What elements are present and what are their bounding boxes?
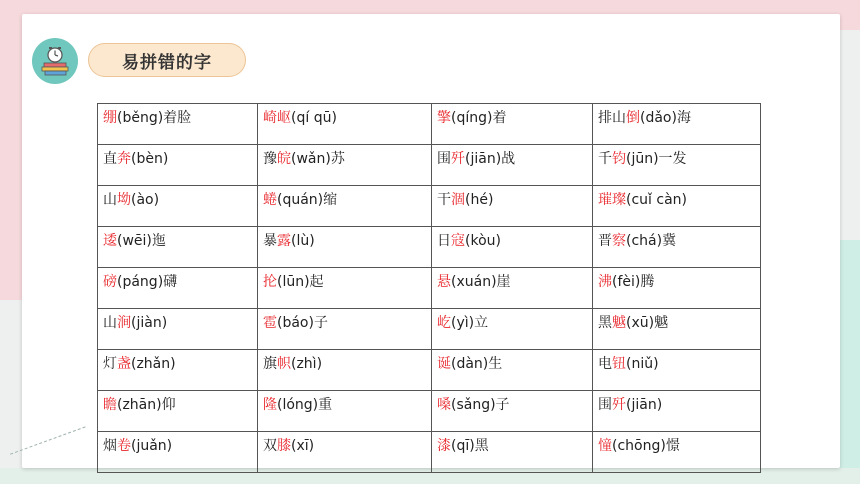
word-prefix: 围 [598,397,612,413]
word-suffix: (chōng)憬 [612,438,680,454]
highlighted-character: 瞻 [103,397,117,413]
highlighted-character: 歼 [451,151,465,167]
word-cell [258,104,432,145]
word-suffix: (jiān) [626,397,663,413]
word-suffix: (sǎng)子 [451,397,510,413]
word-prefix: 日 [437,233,451,249]
word-prefix: 千 [598,151,612,167]
title-pill [88,43,246,77]
word-table-body [98,104,761,473]
word-suffix: (niǔ) [626,356,659,372]
word-cell [593,432,761,473]
word-cell [432,268,593,309]
word-cell [258,227,432,268]
highlighted-character: 璀璨 [598,192,626,208]
highlighted-character: 隆 [263,397,277,413]
highlighted-character: 露 [277,233,291,249]
highlighted-character: 卷 [117,438,131,454]
word-suffix: (ào) [131,192,160,208]
word-cell [98,145,258,186]
word-suffix: (cuǐ càn) [626,192,687,208]
word-suffix: (qíng)着 [451,110,507,126]
highlighted-character: 崎岖 [263,110,291,126]
word-suffix: (zhì) [291,356,323,372]
highlighted-character: 雹 [263,315,277,331]
word-suffix: (dǎo)海 [640,110,691,126]
word-suffix: (bèn) [131,151,169,167]
word-cell [258,350,432,391]
table-row [98,350,761,391]
word-suffix: (wēi)迤 [117,233,166,249]
word-cell [593,104,761,145]
highlighted-character: 擎 [437,110,451,126]
word-cell [258,145,432,186]
table-row [98,227,761,268]
highlighted-character: 坳 [117,192,131,208]
word-prefix: 灯 [103,356,117,372]
word-prefix: 烟 [103,438,117,454]
word-cell [432,145,593,186]
word-suffix: (qī)黑 [451,438,489,454]
word-cell [258,186,432,227]
word-prefix: 干 [437,192,451,208]
highlighted-character: 悬 [437,274,451,290]
word-cell [432,432,593,473]
highlighted-character: 涧 [117,315,131,331]
highlighted-character: 盏 [117,356,131,372]
word-prefix: 排山 [598,110,626,126]
word-suffix: (yì)立 [451,315,489,331]
word-suffix: (lù) [291,233,315,249]
word-suffix: (zhǎn) [131,356,176,372]
table-row [98,104,761,145]
table-row [98,268,761,309]
word-cell [98,104,258,145]
highlighted-character: 逶 [103,233,117,249]
table-row [98,432,761,473]
highlighted-character: 寇 [451,233,465,249]
highlighted-character: 憧 [598,438,612,454]
word-suffix: (xū)魆 [626,315,669,331]
word-suffix: (zhān)仰 [117,397,176,413]
word-cell [432,104,593,145]
highlighted-character: 沸 [598,274,612,290]
highlighted-character: 歼 [612,397,626,413]
word-suffix: (běng)着脸 [117,110,192,126]
word-suffix: (jiàn) [131,315,168,331]
highlighted-character: 绷 [103,110,117,126]
word-cell [593,186,761,227]
word-suffix: (báo)子 [277,315,328,331]
word-suffix: (lūn)起 [277,274,324,290]
highlighted-character: 诞 [437,356,451,372]
table-row [98,145,761,186]
highlighted-character: 奔 [117,151,131,167]
word-cell [432,350,593,391]
word-cell [258,309,432,350]
table-row [98,309,761,350]
word-suffix: (juǎn) [131,438,173,454]
highlighted-character: 钮 [612,356,626,372]
word-table [97,103,761,473]
word-prefix: 围 [437,151,451,167]
highlighted-character: 帜 [277,356,291,372]
highlighted-character: 漆 [437,438,451,454]
highlighted-character: 倒 [626,110,640,126]
word-suffix: (dàn)生 [451,356,503,372]
word-cell [593,227,761,268]
word-cell [98,309,258,350]
word-cell [98,227,258,268]
word-cell [432,391,593,432]
word-suffix: (fèi)腾 [612,274,655,290]
word-suffix: (lóng)重 [277,397,333,413]
highlighted-character: 魆 [612,315,626,331]
highlighted-character: 皖 [277,151,291,167]
highlighted-character: 涸 [451,192,465,208]
word-cell [98,186,258,227]
word-suffix: (quán)缩 [277,192,338,208]
word-cell [432,309,593,350]
word-suffix: (jiān)战 [465,151,516,167]
word-suffix: (xuán)崖 [451,274,511,290]
highlighted-character: 抡 [263,274,277,290]
highlighted-character: 蜷 [263,192,277,208]
page-title: 易拼错的字 [122,52,212,73]
word-suffix: (páng)礴 [117,274,178,290]
word-suffix: (jūn)一发 [626,151,687,167]
highlighted-character: 膝 [277,438,291,454]
word-prefix: 晋 [598,233,612,249]
word-suffix: (xī) [291,438,315,454]
word-cell [593,268,761,309]
word-cell [432,227,593,268]
word-prefix: 豫 [263,151,277,167]
word-prefix: 电 [598,356,612,372]
books-clock-icon [32,38,78,84]
word-cell [258,268,432,309]
word-cell [593,145,761,186]
word-suffix: (qí qū) [291,110,337,126]
word-suffix: (hé) [465,192,494,208]
highlighted-character: 磅 [103,274,117,290]
highlighted-character: 察 [612,233,626,249]
word-cell [98,350,258,391]
word-prefix: 直 [103,151,117,167]
word-prefix: 黑 [598,315,612,331]
word-cell [98,391,258,432]
word-cell [98,268,258,309]
word-cell [258,432,432,473]
word-cell [593,309,761,350]
highlighted-character: 屹 [437,315,451,331]
word-prefix: 暴 [263,233,277,249]
word-suffix: (wǎn)苏 [291,151,345,167]
word-cell [432,186,593,227]
word-suffix: (kòu) [465,233,501,249]
word-prefix: 双 [263,438,277,454]
table-row [98,391,761,432]
word-prefix: 山 [103,315,117,331]
word-cell [593,391,761,432]
highlighted-character: 钧 [612,151,626,167]
table-row [98,186,761,227]
word-prefix: 旗 [263,356,277,372]
word-prefix: 山 [103,192,117,208]
word-suffix: (chá)冀 [626,233,677,249]
word-cell [98,432,258,473]
highlighted-character: 嗓 [437,397,451,413]
word-cell [258,391,432,432]
word-cell [593,350,761,391]
